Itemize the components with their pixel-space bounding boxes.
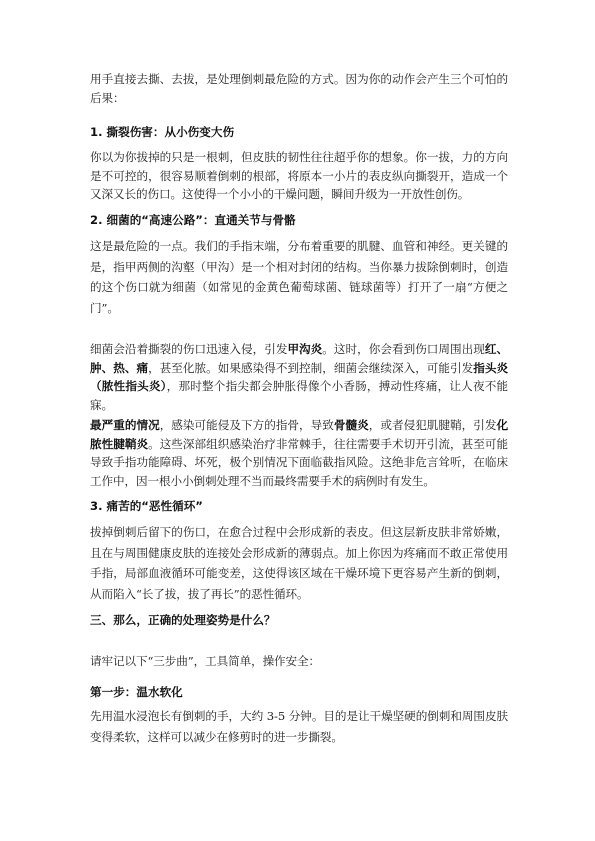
heading-vicious-cycle: 3. 痛苦的“恶性循环” <box>90 499 203 513</box>
paragraph-danger-point: 这是最危险的一点。我们的手指末端，分布着重要的肌腱、血管和神经。更关键的是，指甲两侧的沟壑（甲沟）是一个相对封闭的结构。当你暴力拔除倒刺时，创造的这个伤口就为细菌（如常见的金黄色葡萄球菌、链球菌等）打开了一扇“方便之门”。 <box>90 239 508 315</box>
paragraph-step-one: 先用温水浸泡长有倒刺的手，大约 3-5 分钟。目的是让干燥坚硬的倒刺和周围皮肤变得柔软，这样可以减少在修剪时的进一步撕裂。 <box>90 709 508 744</box>
intro-paragraph: 用手直接去撕、去拔，是处理倒刺最危险的方式。因为你的动作会产生三个可怕的后果： <box>90 72 508 105</box>
heading-tear-injury: 1. 撕裂伤害：从小伤变大伤 <box>90 125 235 139</box>
paragraph-severe-case: 最严重的情况，感染可能侵及下方的指骨，导致骨髓炎，或者侵犯肌腱鞘，引发化脓性腱鞘炎。这些深部组织感染治疗非常棘手，往往需要手术切开引流，甚至可能导致手指功能障碍、坏死，极个别情况下面临截指风险。这绝非危言耸听，在临床工作中，因一根小小倒刺处理不当而最终需要手术的病例时有发生。 <box>90 418 508 488</box>
heading-correct-method: 三、那么，正确的处理姿势是什么？ <box>90 613 276 627</box>
heading-bacteria-highway: 2. 细菌的“高速公路”：直通关节与骨骼 <box>90 213 296 227</box>
heading-step-one: 第一步：温水软化 <box>90 685 183 699</box>
paragraph-vicious-cycle: 拔掉倒刺后留下的伤口，在愈合过程中会形成新的表皮。但这层新皮肤非常娇嫩，且在与周围健康皮肤的连接处会形成新的薄弱点。加上你因为疼痛而不敢正常使用手指，局部血液循环可能变差，这使得该区域在干燥环境下更容易产生新的倒刺，从而陷入“长了拔，拔了再长”的恶性循环。 <box>90 525 508 601</box>
paragraph-tear-injury: 你以为你拔掉的只是一根刺，但皮肤的韧性往往超乎你的想象。你一拔，力的方向是不可控的，很容易顺着倒刺的根部，将原本一小片的表皮纵向撕裂开，造成一个又深又长的伤口。这使得一个小小的干燥问题，瞬间升级为一开放性创伤。 <box>90 150 508 201</box>
paragraph-infection: 细菌会沿着撕裂的伤口迅速入侵，引发甲沟炎。这时，你会看到伤口周围出现红、肿、热、痛，甚至化脓。如果感染得不到控制，细菌会继续深入，可能引发指头炎（脓性指头炎），那时整个指尖都会肿胀得像个小香肠，搏动性疼痛，让人夜不能寐。 <box>90 342 509 412</box>
paragraph-three-steps: 请牢记以下“三步曲”，工具简单，操作安全： <box>90 654 321 668</box>
